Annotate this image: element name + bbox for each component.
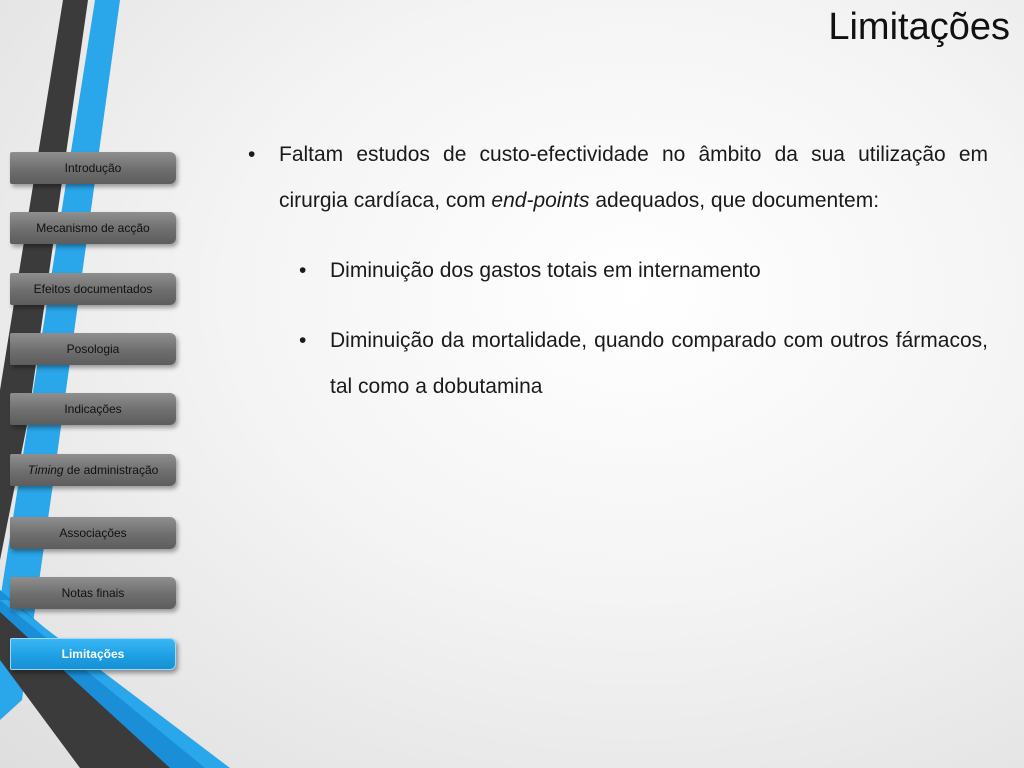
nav-label-rest: de administração bbox=[63, 462, 159, 477]
bullet-main bbox=[279, 132, 988, 224]
nav-label: Limitações bbox=[61, 646, 125, 661]
nav-introducao-button[interactable] bbox=[10, 152, 176, 184]
bullet-text-part1: Faltam estudos de custo-efectividade no âmbito da sua utilização em cirurgia cardíaca, com bbox=[279, 143, 988, 212]
nav-efeitos-button[interactable] bbox=[10, 273, 176, 305]
slide-content bbox=[246, 132, 988, 410]
nav-label: Introdução bbox=[64, 160, 122, 175]
nav-label: Posologia bbox=[66, 341, 120, 356]
nav-label: Efeitos documentados bbox=[33, 281, 153, 296]
nav-label: Indicações bbox=[64, 401, 122, 416]
sub-bullet-text: Diminuição da mortalidade, quando comparado com outros fármacos, tal como a dobutamina bbox=[330, 329, 988, 398]
nav-notas-finais-button[interactable] bbox=[10, 577, 176, 609]
nav-mecanismo-button[interactable] bbox=[10, 212, 176, 244]
nav-limitacoes-button[interactable] bbox=[10, 638, 176, 670]
nav-label-italic: Timing bbox=[27, 462, 64, 477]
bullet-text-emphasis: end-points bbox=[491, 189, 590, 212]
nav-timing-button[interactable] bbox=[10, 454, 176, 486]
sub-bullet bbox=[330, 318, 988, 410]
slide-title: Limitações bbox=[828, 6, 1010, 48]
bullet-text-part2: adequados, que documentem: bbox=[589, 189, 880, 212]
sub-bullet-text: Diminuição dos gastos totais em internamento bbox=[330, 259, 761, 282]
nav-posologia-button[interactable] bbox=[10, 333, 176, 365]
nav-label bbox=[28, 463, 159, 478]
nav-indicacoes-button[interactable] bbox=[10, 393, 176, 425]
nav-label: Notas finais bbox=[61, 585, 125, 600]
nav-label: Associações bbox=[59, 525, 127, 540]
sub-bullet bbox=[330, 248, 988, 294]
nav-associacoes-button[interactable] bbox=[10, 517, 176, 549]
nav-label: Mecanismo de acção bbox=[36, 220, 150, 235]
